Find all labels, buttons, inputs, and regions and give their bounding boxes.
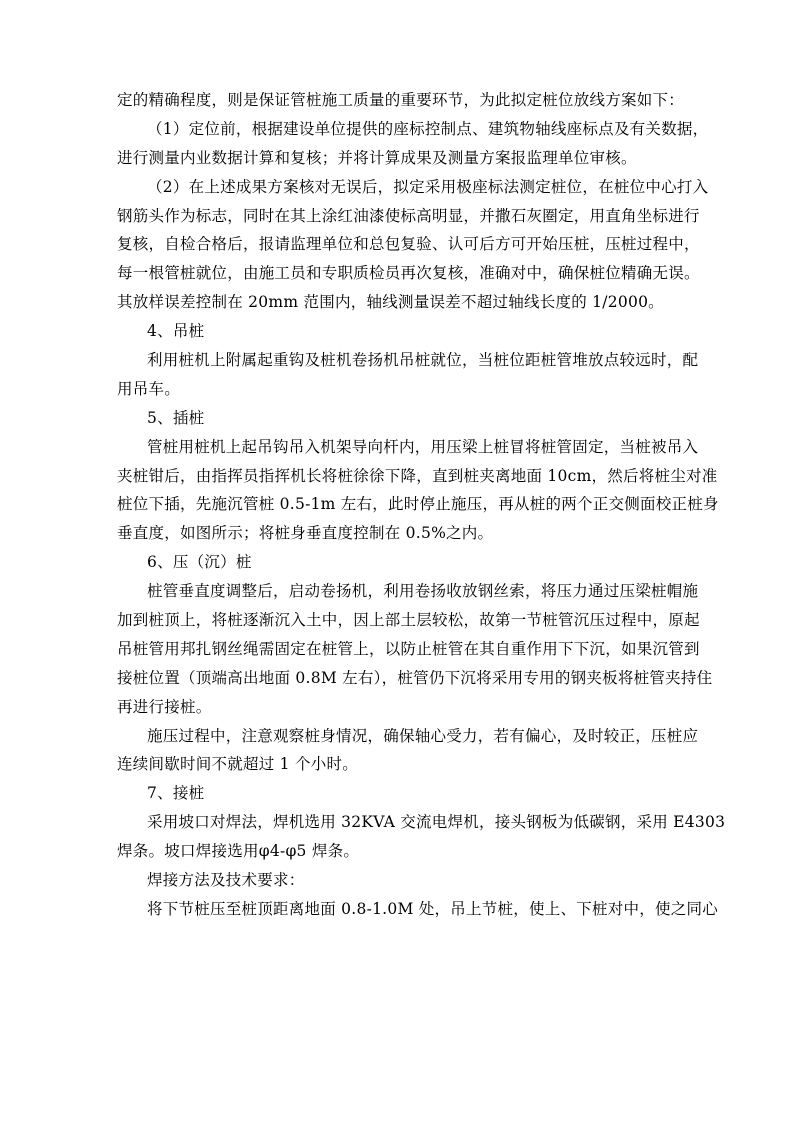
paragraph-line: 其放样误差控制在 20mm 范围内，轴线测量误差不超过轴线长度的 1/2000。 bbox=[117, 293, 664, 312]
paragraph-line: 焊条。坡口焊接选用φ4-φ5 焊条。 bbox=[117, 842, 360, 861]
document-page bbox=[117, 86, 726, 924]
paragraph-line: 施压过程中，注意观察桩身情况，确保轴心受力，若有偏心，及时较正，压桩应 bbox=[147, 726, 699, 745]
paragraph-line: 连续间歇时间不就超过 1 个小时。 bbox=[117, 755, 358, 774]
paragraph-line: 再进行接桩。 bbox=[117, 697, 212, 716]
paragraph-line: 复核，自检合格后，报请监理单位和总包复验、认可后方可开始压桩，压桩过程中， bbox=[117, 235, 700, 254]
paragraph-line: 用吊车。 bbox=[117, 379, 181, 398]
paragraph-line: 夹桩钳后，由指挥员指挥机长将桩徐徐下降，直到桩夹离地面 10cm，然后将桩尘对准 bbox=[117, 466, 718, 485]
paragraph-line: 桩管垂直度调整后，启动卷扬机，利用卷扬收放钢丝索，将压力通过压梁桩帽施 bbox=[147, 582, 699, 601]
paragraph-line: （1）定位前，根据建设单位提供的座标控制点、建筑物轴线座标点及有关数据， bbox=[147, 119, 709, 138]
section-heading: 5、插桩 bbox=[147, 408, 205, 427]
section-heading: 4、吊桩 bbox=[147, 322, 205, 341]
paragraph-line: 每一根管桩就位，由施工员和专职质检员再次复核，准确对中，确保桩位精确无误。 bbox=[117, 264, 700, 283]
paragraph-line: 接桩位置（顶端高出地面 0.8M 左右），桩管仍下沉将采用专用的钢夹板将桩管夹持住 bbox=[117, 668, 713, 687]
paragraph-line: （2）在上述成果方案核对无误后，拟定采用极座标法测定桩位，在桩位中心打入 bbox=[147, 177, 709, 196]
paragraph-line: 利用桩机上附属起重钩及桩机卷扬机吊桩就位，当桩位距桩管堆放点较远时，配 bbox=[147, 351, 699, 370]
paragraph-line: 定的精确程度，则是保证管桩施工质量的重要环节，为此拟定桩位放线方案如下： bbox=[117, 91, 685, 109]
paragraph-line: 采用坡口对焊法，焊机选用 32KVA 交流电焊机，接头钢板为低碳钢，采用 E4303 bbox=[147, 813, 726, 832]
paragraph-line: 进行测量内业数据计算和复核；并将计算成果及测量方案报监理单位审核。 bbox=[117, 148, 637, 167]
section-heading: 6、压（沉）桩 bbox=[147, 553, 252, 572]
paragraph-line: 吊桩管用邦扎钢丝绳需固定在桩管上，以防止桩管在其自重作用下下沉，如果沉管到 bbox=[117, 639, 700, 658]
paragraph-line: 管桩用桩机上起吊钩吊入机架导向杆内，用压梁上桩冒将桩管固定，当桩被吊入 bbox=[147, 437, 699, 456]
paragraph-line: 焊接方法及技术要求： bbox=[147, 871, 305, 890]
paragraph-line: 加到桩顶上，将桩逐渐沉入土中，因上部土层较松，故第一节桩管沉压过程中，原起 bbox=[117, 611, 700, 630]
paragraph-line: 将下节桩压至桩顶距离地面 0.8-1.0M 处，吊上节桩，使上、下桩对中，使之同心 bbox=[147, 899, 719, 918]
section-heading: 7、接桩 bbox=[147, 784, 205, 803]
paragraph-line: 钢筋头作为标志，同时在其上涂红油漆使标高明显，并撒石灰圈定，用直角坐标进行 bbox=[117, 206, 700, 225]
paragraph-line: 垂直度，如图所示；将桩身垂直度控制在 0.5%之内。 bbox=[117, 524, 494, 543]
paragraph-line: 桩位下插，先施沉管桩 0.5-1m 左右，此时停止施压，再从桩的两个正交侧面校正桩身 bbox=[117, 495, 719, 514]
